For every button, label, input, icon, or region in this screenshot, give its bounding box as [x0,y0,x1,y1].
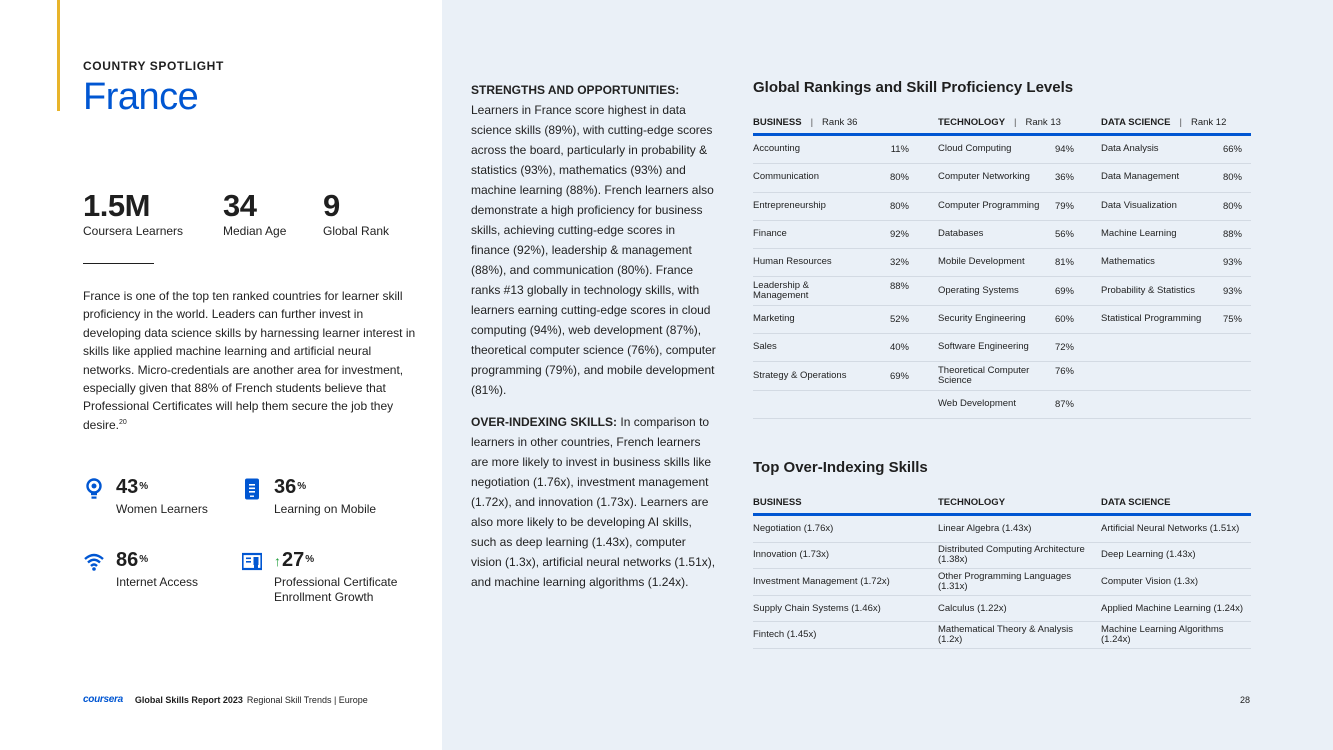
kpi-value: 27 [282,549,305,571]
table-cell [753,314,938,325]
table-cell [753,577,938,587]
skill-name: Supply Chain Systems (1.46x) [753,602,881,614]
table-cell [753,281,938,301]
skill-name: Computer Vision (1.3x) [1101,575,1198,587]
skill-name: Finance [753,228,787,240]
skill-name: Data Management [1101,171,1180,183]
table-cell [1101,550,1251,560]
stat-label: Coursera Learners [83,224,184,238]
intro-paragraph [83,287,418,434]
table-row [753,596,1251,623]
kpi-label: Learning on Mobile [274,502,377,516]
skill-score: 40% [889,342,909,354]
table-cell [1101,286,1251,297]
skill-score: 80% [889,172,909,184]
table-row [753,306,1251,334]
skill-name: Human Resources [753,256,832,268]
rankings-title: Global Rankings and Skill Proficiency Levels [753,79,1074,96]
rankings-table [753,112,1251,419]
skill-name: Leadership & Management [753,280,809,302]
table-cell [753,550,938,560]
table-cell [938,572,1101,592]
table-row [753,543,1251,570]
footnote-ref: 20 [119,418,127,426]
kpi-label: Women Learners [116,502,208,516]
table-cell [753,172,938,183]
skill-name: Software Engineering [938,341,1029,353]
column-header: DATA SCIENCE [1101,117,1171,128]
table-cell [753,144,938,155]
skill-name: Security Engineering [938,312,1026,324]
skill-score: 93% [1222,285,1242,297]
table-row [753,362,1251,390]
table-cell [938,144,1101,155]
skill-score: 88% [889,281,909,293]
overindex-paragraph [471,412,716,592]
stat-median-age [223,190,286,238]
page-number: 28 [1240,695,1251,705]
skill-score: 60% [1054,313,1074,325]
kpi-label [274,575,397,605]
table-cell [753,257,938,268]
table-cell [753,524,938,534]
table-cell [1101,604,1251,614]
skill-name: Communication [753,171,819,183]
table-cell [938,399,1101,410]
skill-name: Mobile Development [938,256,1025,268]
stat-global-rank [323,190,389,238]
table-row [753,164,1251,192]
report-title: Global Skills Report 2023 [134,694,243,705]
arrow-up-icon: ↑ [274,553,281,569]
kpi-mobile-learning [242,476,422,521]
skill-name: Sales [753,341,777,353]
stat-value: 9 [323,188,340,223]
table-cell [1101,229,1251,240]
skill-score: 80% [889,200,909,212]
skill-name: Investment Management (1.72x) [753,575,890,587]
table-cell [938,286,1101,297]
skill-score: 76% [1054,366,1074,378]
table-cell [753,371,938,382]
skill-name: Theoretical Computer Science [938,365,1030,387]
coursera-logo: coursera [83,694,123,705]
table-cell [1101,144,1251,155]
table-row [753,622,1251,649]
stat-label: Median Age [223,224,287,238]
skill-name: Machine Learning [1101,228,1177,240]
skill-name: Mathematics [1101,256,1155,268]
skill-name: Probability & Statistics [1101,284,1195,296]
skill-name: Computer Networking [938,171,1030,183]
skill-name: Applied Machine Learning (1.24x) [1101,602,1244,614]
table-row [753,569,1251,596]
skill-score: 69% [889,370,909,382]
column-header: BUSINESS [753,497,802,508]
lightbulb-icon [84,478,104,500]
skill-name: Databases [938,228,984,240]
skill-score: 94% [1054,144,1074,156]
table-row [753,334,1251,362]
kpi-label-line: Enrollment Growth [274,590,374,604]
table-cell [938,257,1101,268]
table-cell [1101,314,1251,325]
stat-label: Global Rank [323,224,390,238]
kpi-unit: % [139,481,149,492]
skill-score: 52% [889,313,909,325]
column-header: TECHNOLOGY [938,117,1006,128]
skill-name: Other Programming Languages (1.31x) [938,570,1072,592]
table-cell [938,201,1101,212]
body-column [471,80,716,604]
skill-score: 93% [1222,257,1242,269]
footer [83,694,368,705]
skill-score: 66% [1222,144,1242,156]
wifi-icon [84,551,104,573]
skill-name: Mathematical Theory & Analysis (1.2x) [938,624,1073,646]
column-rank: Rank 13 [1025,117,1061,128]
skill-score: 36% [1054,172,1074,184]
strengths-paragraph [471,80,716,400]
skill-name: Negotiation (1.76x) [753,522,834,534]
column-header: BUSINESS [753,117,802,128]
table-cell [1101,625,1251,645]
skill-score: 69% [1054,285,1074,297]
table-cell [753,201,938,212]
paragraph-text: Learners in France score highest in data science skills (89%), with cutting-edge scores across the board, particularly in probability & statistics (93%), mathematics (93%) and machine learning (88%). French learners also demonstrate a high proficiency for business skills, achieving cutting-edge scores in finance (92%), leadership & management (88%), and communication (80%). France ranks #13 globally in technology skills, with learners earning cutting-edge scores in cloud computing (94%), web development (87%), theoretical computer science (76%), computer programming (79%), and mobile development (81%). [471,103,716,397]
table-row [753,249,1251,277]
section-kicker: COUNTRY SPOTLIGHT [83,59,224,73]
skill-name: Machine Learning Algorithms (1.24x) [1101,624,1224,646]
skill-score: 80% [1222,200,1242,212]
table-cell [1101,201,1251,212]
kpi-unit: % [305,554,315,565]
kpi-label: Internet Access [116,575,199,589]
skill-name: Operating Systems [938,284,1019,296]
divider [83,263,154,264]
table-cell [938,625,1101,645]
certificate-icon [242,551,262,573]
kpi-label-line: Professional Certificate [274,575,398,589]
skill-name: Computer Programming [938,199,1040,211]
skill-score: 72% [1054,342,1074,354]
paragraph-heading: OVER-INDEXING SKILLS: [471,415,618,429]
table-cell [938,366,1101,386]
skill-name: Data Visualization [1101,199,1177,211]
skill-score: 32% [889,257,909,269]
table-cell [753,229,938,240]
skill-name: Strategy & Operations [753,369,847,381]
table-cell [1101,172,1251,183]
skill-score: 88% [1222,229,1242,241]
skill-name: Calculus (1.22x) [938,602,1007,614]
skill-name: Artificial Neural Networks (1.51x) [1101,522,1240,534]
stat-value: 1.5M [83,188,150,223]
kpi-unit: % [139,554,149,565]
kpi-value: 36 [274,476,297,498]
skill-score: 79% [1054,200,1074,212]
skill-score: 75% [1222,313,1242,325]
stat-value: 34 [223,188,257,223]
skill-score: 92% [889,229,909,241]
table-row [753,516,1251,543]
skill-name: Data Analysis [1101,143,1159,155]
table-cell [938,342,1101,353]
table-cell [1101,524,1251,534]
table-cell [1101,257,1251,268]
skill-name: Entrepreneurship [753,199,826,211]
skill-name: Marketing [753,312,795,324]
skill-score: 11% [890,144,909,156]
overindex-title: Top Over-Indexing Skills [753,459,928,476]
table-row [753,277,1251,305]
column-rank: Rank 36 [822,117,858,128]
table-cell [938,314,1101,325]
skill-name: Cloud Computing [938,143,1012,155]
overindex-table [753,492,1251,649]
table-header [753,492,1251,516]
skill-name: Distributed Computing Architecture (1.38x) [938,544,1085,566]
skill-name: Innovation (1.73x) [753,549,830,561]
skill-score: 56% [1054,229,1074,241]
kpi-value: 43 [116,476,139,498]
kpi-value: 86 [116,549,139,571]
skill-name: Deep Learning (1.43x) [1101,549,1196,561]
skill-name: Web Development [938,397,1016,409]
accent-bar [57,0,60,111]
table-row [753,193,1251,221]
mobile-icon [242,478,262,500]
table-row [753,221,1251,249]
table-cell [938,604,1101,614]
table-cell [938,172,1101,183]
table-cell [1101,577,1251,587]
left-panel [0,0,442,750]
kpi-certificate-growth [242,549,432,609]
table-cell [753,630,938,640]
kpi-unit: % [297,481,307,492]
page-title: France [83,76,199,118]
table-row [753,391,1251,419]
kpi-women-learners [84,476,234,521]
intro-text: France is one of the top ten ranked countries for learner skill proficiency in the world. Leaders can further invest in developing data science skills by harnessing learner interest in skills like applied machine learning and artificial neural networks. Micro-credentials are another area for investment, especially given that 88% of French students believe that Professional Certificates will help them secure the job they desire. [83,289,416,432]
skill-name: Linear Algebra (1.43x) [938,522,1032,534]
table-header: BUSINESS | Rank 36 TECHNOLOGY | Rank 13 DATA SCIENCE | Rank 12 [753,112,1251,136]
column-rank: Rank 12 [1190,117,1227,128]
table-row [753,136,1251,164]
table-cell [753,342,938,353]
column-header: DATA SCIENCE [1101,497,1171,508]
skill-name: Accounting [753,143,801,155]
skill-name: Fintech (1.45x) [753,629,817,641]
table-cell [938,545,1101,565]
report-section: Regional Skill Trends | Europe [246,694,368,705]
kpi-internet-access [84,549,234,594]
skill-score: 80% [1222,172,1242,184]
skill-score: 87% [1054,398,1074,410]
paragraph-heading: STRENGTHS AND OPPORTUNITIES: [471,83,680,97]
stat-learners [83,190,183,238]
table-cell [938,229,1101,240]
column-header: TECHNOLOGY [938,497,1006,508]
skill-name: Statistical Programming [1101,312,1202,324]
table-cell [938,524,1101,534]
skill-score: 81% [1054,257,1074,269]
paragraph-text: In comparison to learners in other countries, French learners are more likely to invest in business skills like negotiation (1.76x), investment management (1.72x), and innovation (1.73x). Learners are also more likely to be developing AI skills, such as deep learning (1.43x), computer vision (1.3x), artificial neural networks (1.51x), and machine learning algorithms (1.24x). [471,415,716,589]
table-cell [753,604,938,614]
